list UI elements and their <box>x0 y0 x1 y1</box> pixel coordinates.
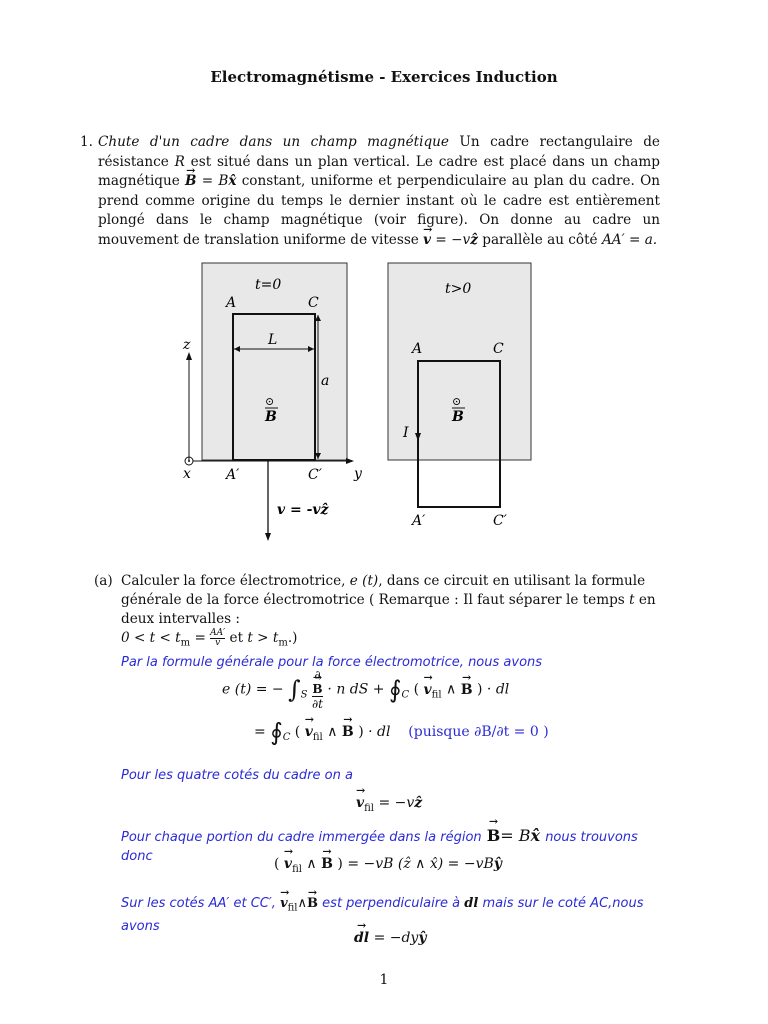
answer-4a: Sur les cotés <box>121 896 205 911</box>
ans4-fil: fil <box>287 902 298 914</box>
answer-4d: mais sur le coté <box>482 896 587 911</box>
eq2-C: C <box>282 731 291 743</box>
answer-2: Pour les quatre cotés du cadre on a <box>121 768 353 783</box>
ans4-dl: dl <box>464 896 479 911</box>
ans4-v: → v <box>280 895 288 913</box>
z-axis-arrowhead <box>186 352 192 360</box>
interval-1-sub: m <box>180 637 191 649</box>
answer-3c: nous trouvons donc <box>121 830 638 864</box>
y-axis-arrowhead <box>346 458 354 464</box>
integral-sign-1: ∫ <box>288 675 301 704</box>
exercise-statement <box>80 133 660 250</box>
page-number: 1 <box>379 972 389 988</box>
induction-figure <box>170 255 550 555</box>
eq1-wedge: ∧ <box>446 681 457 698</box>
equation-vfil <box>356 795 422 814</box>
label-Cprime-right: C′ <box>493 513 507 529</box>
part-a-question <box>94 572 661 672</box>
ans4-B: → B <box>307 895 318 913</box>
label-t-positive: t>0 <box>445 281 472 297</box>
side-AA: AA′ = a. <box>601 231 658 248</box>
eq4-B: → B <box>321 856 333 872</box>
eq1-S: S <box>300 689 308 701</box>
vector-B: → B <box>185 172 197 192</box>
eq5-rhs: = −dy <box>373 930 419 946</box>
exercise-number: 1. <box>80 134 93 150</box>
odot-icon-right: ⊙ <box>452 395 462 408</box>
emf-symbol: e (t) <box>349 573 379 589</box>
interval-2-sub: m <box>278 637 288 649</box>
eq2-wedge: ∧ <box>327 724 338 740</box>
eq5-yhat: ŷ <box>418 930 427 946</box>
fraction-num: AA′ <box>210 628 226 638</box>
contour-integral-2: ∮ <box>270 718 283 746</box>
label-velocity: v = -vẑ <box>277 502 329 518</box>
equation-cross-product: ( → $v_{fil}$ ∧ → B ) = −vB (ẑ ∧ x̂) = −vBŷ <box>274 856 502 875</box>
label-I: I <box>403 425 409 441</box>
label-a: a <box>321 373 330 389</box>
label-C-left: C <box>308 295 319 311</box>
B-eq: = B <box>201 173 229 189</box>
eq2-dl: · dl <box>368 724 391 740</box>
text-1: Un cadre rectangulaire de résistance <box>98 134 660 170</box>
label-A-left: A <box>226 295 237 311</box>
velocity-arrowhead <box>265 533 271 541</box>
question-3: en deux intervalles : <box>121 592 656 627</box>
answer-1: Par la formule générale pour la force électromotrice, nous avons <box>121 654 543 670</box>
eq3-v: → v <box>356 795 364 811</box>
eq1-fil: fil <box>431 689 442 701</box>
eq3-fil: fil <box>364 802 375 814</box>
eq1-C: C <box>401 689 410 701</box>
and-word: et <box>229 630 244 646</box>
eq3-zhat: ẑ <box>414 795 423 811</box>
interval-2: t > t <box>247 630 279 646</box>
eq1-end: · dl <box>486 681 510 698</box>
contour-integral-1: ∮ <box>388 675 402 704</box>
label-x: x <box>183 466 191 482</box>
v-eq: = −v <box>435 231 471 248</box>
fraction-den: v <box>215 638 221 648</box>
page-title: Electromagnétisme - Exercices Induction <box>210 68 558 86</box>
eq3-rhs: = −v <box>378 795 415 811</box>
eq2-B: → B <box>342 724 354 740</box>
eq1-num: ∂ → B <box>312 668 323 697</box>
ans3-B: → B <box>487 826 501 845</box>
label-z: z <box>183 337 191 353</box>
answer-3a: Pour chaque portion du cadre immergée dans la région <box>121 830 482 845</box>
eq1-B: → B <box>312 682 322 696</box>
answer-4e: AC,nous avons <box>121 896 644 934</box>
question-1: Calculer la force électromotrice, <box>121 573 346 589</box>
ans3-xhat: x̂ <box>530 826 541 845</box>
interval-1-eq: = <box>194 630 206 646</box>
x-hat: x̂ <box>228 173 237 189</box>
answer-4b: AA′ et CC′, <box>208 896 276 911</box>
ans3-eq: = B <box>500 826 531 845</box>
label-B-right: B <box>452 409 464 425</box>
z-hat: ẑ <box>470 231 478 248</box>
label-L: L <box>268 332 278 348</box>
eq4-yhat: ŷ <box>493 856 502 872</box>
eq1-vfil: → v <box>424 682 432 698</box>
eq4-v: → v <box>284 856 292 872</box>
odot-icon-left: ⊙ <box>265 395 275 408</box>
label-t0: t=0 <box>255 277 282 293</box>
equation-emf-general: e (t) = − $\int_S$ ∂ → B ∂t · n dS + $∮_C$ ( → $v_{fil}$ ∧ → B ) · dl <box>222 668 509 711</box>
label-C-right: C <box>493 341 504 357</box>
equation-emf-reduced: = $∮_C$ ( → $v_{fil}$ ∧ → B ) · dl (puisque ∂B/∂t = 0 ) <box>254 718 549 746</box>
eq4-rhs: = −vB (ẑ ∧ x̂) = −vB <box>347 856 494 872</box>
eq2-fil: fil <box>312 731 323 743</box>
eq1-fraction <box>312 668 323 711</box>
interval-2-end: .) <box>287 630 298 646</box>
label-A-right: A <box>412 341 423 357</box>
answer-4c: est perpendiculaire à <box>322 896 461 911</box>
label-Aprime-left: A′ <box>226 467 240 483</box>
vector-v: → v <box>423 231 431 251</box>
symbol-R: R <box>174 153 185 170</box>
ans4-wedge: ∧ <box>297 896 308 911</box>
question-2: , dans ce circuit en utilisant la formule générale de la force électromotrice ( Remarque : Il faut séparer le temps <box>121 573 646 608</box>
part-a-label: (a) <box>94 573 113 589</box>
equation-dl <box>354 930 427 946</box>
eq1-den: ∂t <box>311 697 323 711</box>
eq5-dl: → dl <box>354 930 369 946</box>
eq2-note: (puisque ∂B/∂t = 0 ) <box>408 724 549 740</box>
eq2-vfil: → v <box>305 724 313 740</box>
interval-1: 0 < t < t <box>121 630 181 646</box>
time-symbol: t <box>629 592 635 608</box>
eq1-lhs: e (t) = − <box>222 681 284 698</box>
x-axis-dot <box>188 460 190 462</box>
text-4: parallèle au côté <box>482 231 598 248</box>
eq1-B2: → B <box>461 682 473 698</box>
eq1-mid: · n dS + <box>327 681 385 698</box>
label-Aprime-right: A′ <box>412 513 426 529</box>
eq4-wedge: ∧ <box>306 856 317 872</box>
exercise-heading: Chute d'un cadre dans un champ magnétique <box>98 134 449 150</box>
fraction-AA-v <box>210 629 225 648</box>
label-B-left: B <box>265 409 277 425</box>
label-y: y <box>354 466 362 482</box>
text-2: est situé dans un plan vertical. Le cadre est placé dans un champ magnétique <box>98 153 660 189</box>
eq2-lhs: = <box>254 724 266 740</box>
eq4-fil: fil <box>292 863 302 875</box>
label-Cprime-left: C′ <box>308 467 322 483</box>
text-3: constant, uniforme et perpendiculaire au plan du cadre. On prend comme origine du temps le dernier instant où le cadre est entièrement plongé dans le champ magnétique (voir figure). On donne au cadre un mouvement de translation uniforme de vitesse <box>98 173 660 248</box>
